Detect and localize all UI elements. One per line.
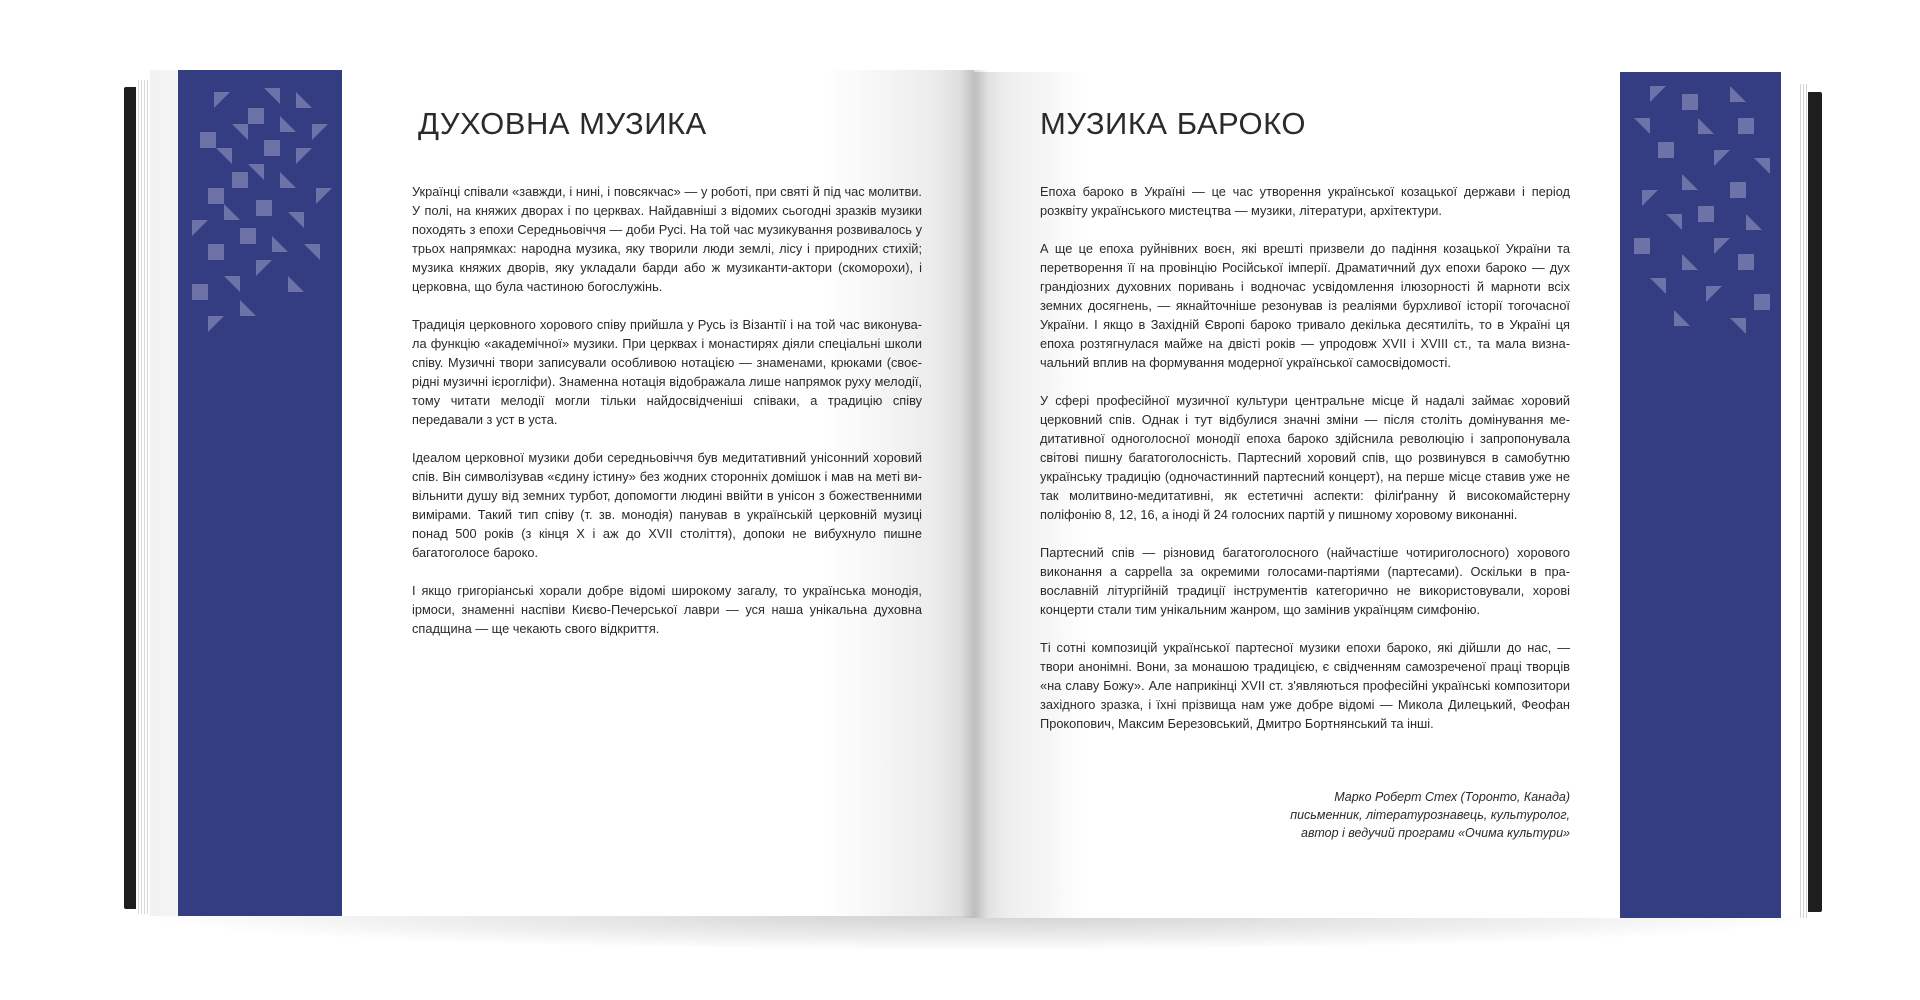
left-paragraph: І якщо григоріанські хорали добре відомі широкому загалу, то українська монодія, ірмоси, знаменні наспіви Києво-Печерської лаври — уся наша унікальна духовна спадщина — ще чекають свого відкриття.: [412, 583, 922, 636]
page-stack-left: [136, 80, 150, 914]
left-paragraph: Ідеалом церковної музики доби середньовіччя був медитативний унісонний хоровий спів. Він символізував «єдину істину» без жодних сторонніх домішок і мав на меті вивільнити душу від земних турбот, допомогти людині ввійти в унісон з божественними вимірами. Такий тип співу (т. зв. монодія) панував в українській церковній музиці понад 500 років (з кінця Х і аж до XVII століття), допоки не вибухнуло пишне багатоголосе бароко.: [412, 450, 922, 560]
ornament-pattern-left: [178, 70, 342, 390]
right-paragraph: А ще це епоха руйнівних воєн, які врешті призвели до падіння козацької України та перетворення її на провінцію Російської імперії. Драматичний дух епохи бароко — дух грандіозних духовних поривань і водночас усвідомлення ілюзорності й марноти всіх земних досягнень, — якнайточніше резонував із реаліями бурхливої історії тогочасної України. І якщо в Західній Європі бароко тривало декілька десятиліть, то в Україні ця епоха розтягнулася майже на двісті років — упродовж XVII і XVIII ст., та мала визначальний вплив на формування модерної української самосвідомості.: [1040, 241, 1570, 370]
signature-program: автор і ведучий програми «Очима культури»: [1301, 826, 1570, 840]
left-page-title: ДУХОВНА МУЗИКА: [418, 106, 707, 141]
signature-name: Марко Роберт Стех (Торонто, Канада): [1334, 790, 1570, 804]
left-page: [150, 70, 974, 916]
right-page-body: [1040, 182, 1570, 752]
ornament-pattern-right: [1620, 72, 1781, 392]
author-signature: [1210, 788, 1570, 842]
decorative-band-right: [1620, 72, 1781, 918]
right-page-title: МУЗИКА БАРОКО: [1040, 106, 1306, 141]
right-page: [974, 72, 1800, 918]
right-paragraph: Партесний спів — різновид багатоголосного (найчастіше чотириголосного) хорового виконання a cappella за окремими голосами-партіями (партесами). Оскільки в православній літургійній традиції інструментів категорично не використовували, хорові концерти стали тим унікальним жанром, що замінив українцям симфонію.: [1040, 545, 1570, 617]
signature-role: письменник, літературознавець, культуролог,: [1290, 808, 1570, 822]
left-page-body: [412, 182, 922, 657]
left-paragraph: Українці співали «завжди, і нині, і повсякчас» — у роботі, при святі й під час молитви. У полі, на княжих дворах і по церквах. Найдавніші з відомих сьогодні зразків музики походять з епохи Середньовіччя — доби Русі. На той час музикування розвивалось у трьох напрямках: народна музика, яку творили люди землі, лісу і природних стихій; музика княжих дворів, яку укладали барди або ж музиканти-актори (скоморохи), і церковна, що була частиною богослужінь.: [412, 184, 922, 294]
book-gutter: [960, 70, 988, 918]
right-paragraph: Епоха бароко в Україні — це час утворення української козацької держави і період розквіту українського мистецтва — музики, літератури, архітектури.: [1040, 184, 1570, 218]
left-paragraph: Традиція церковного хорового співу прийшла у Русь із Візантії і на той час виконувала функцію «академічної» музики. При церквах і монастирях діяли спеціальні школи співу. Музичні твори записували особливою нотацією — знаменами, крюками (своєрідні музичні ієрогліфи). Знаменна нотація відображала лише напрямок руху мелодії, тому читати мелодії могли тільки найдосвідченіші співаки, а традицію співу передавали з уст в уста.: [412, 317, 922, 427]
back-cover-edge-right: [1806, 92, 1822, 912]
right-paragraph: У сфері професійної музичної культури центральне місце й надалі займає хоровий церковний спів. Однак і тут відбулися значні зміни — після століть домінування медитативної одноголосної монодії епоха бароко здійснила революцію і запропонувала світові пишну багатоголосність. Партесний хоровий спів, що розвинувся в самобутню українську традицію (одночастинний партесний концерт), на перше місце ставив уже не так молитвино-медитативні, як естетичні аспекти: філіґранну й високомайстерну поліфонію 8, 12, 16, а іноді й 24 голосних партій у пишному хоровому виконанні.: [1040, 393, 1570, 522]
decorative-band-left: [178, 70, 342, 916]
right-paragraph: Ті сотні композицій української партесної музики епохи бароко, які дійшли до нас, — твори анонімні. Вони, за монашою традицією, є свідченням самозреченої праці творців «на славу Божу». Але наприкінці XVII ст. з'являються професійні українські композитори західного зразка, і їхні прізвища нам уже добре відомі — Микола Дилецький, Феофан Прокопович, Максим Березовський, Дмитро Бортнянський та інші.: [1040, 640, 1570, 731]
